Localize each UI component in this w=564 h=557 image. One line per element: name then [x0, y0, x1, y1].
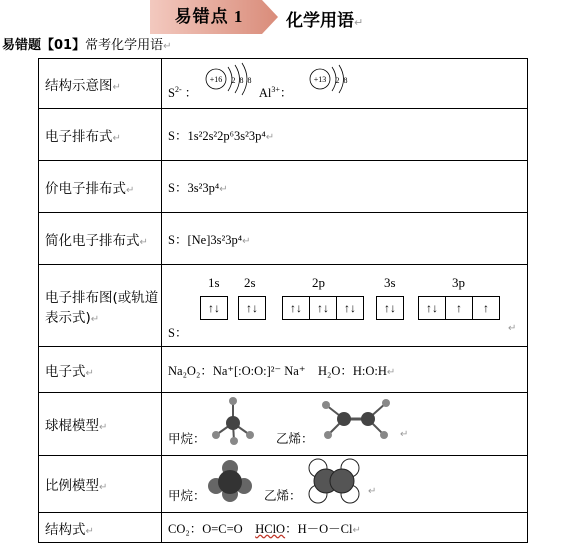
subheading-tag: 易错题【01】 — [2, 38, 86, 53]
methane-space-filling-icon — [208, 460, 252, 504]
row-label: 电子排布式↵ — [39, 109, 162, 161]
orbital-2p: ↑↓ ↑↓ ↑↓ — [282, 296, 364, 320]
row-label: 结构式↵ — [39, 513, 162, 543]
ethylene-label: 乙烯： — [276, 431, 314, 446]
table-row — [39, 213, 528, 265]
s-shells: 2 8 8 — [231, 76, 253, 85]
ethylene-space-filling-icon — [306, 458, 362, 506]
space-filling-cell: 甲烷： 乙烯： ↵ — [162, 456, 528, 513]
orbital-label: 3p — [452, 275, 465, 290]
page-title: 化学用语↵ — [286, 11, 364, 31]
section-subheading — [2, 34, 172, 53]
orbital-label: 2p — [312, 275, 325, 290]
orbital-label: 2s — [244, 275, 256, 290]
methane-label: 甲烷： — [168, 489, 206, 503]
table-row — [39, 347, 528, 393]
table-row — [39, 456, 528, 513]
simplified-config-value: S：[Ne]3s²3p⁴↵ — [162, 213, 528, 265]
orbital-3s: ↑↓ — [376, 296, 404, 320]
table-row — [39, 59, 528, 109]
subheading-text: 常考化学用语 — [85, 38, 164, 53]
row-label: 简化电子排布式↵ — [39, 213, 162, 265]
electron-config-value: S：1s²2s²2p⁶3s²3p⁴↵ — [162, 109, 528, 161]
orbital-label: 3s — [384, 275, 396, 290]
s-ion-label: S — [168, 85, 175, 100]
chem-notation-table — [38, 58, 528, 543]
table-row — [39, 265, 528, 347]
s-nucleus: +16 — [209, 75, 223, 84]
structure-diagram-cell: +16 2 8 8 +13 2 8 $S^{2-}$ ： $Al^{3+}$： — [162, 59, 528, 109]
valence-config-value: S：3s²3p⁴↵ — [162, 161, 528, 213]
orbital-2s: ↑↓ — [238, 296, 266, 320]
al-ion-label: Al — [258, 85, 272, 100]
row-label: 球棍模型↵ — [39, 393, 162, 456]
table-row — [39, 513, 528, 543]
orbital-diagram-cell: 1s 2s 2p 3s 3p ↑↓ ↑↓ ↑↓ ↑↓ ↑↓ ↑↓ ↑↓ ↑ ↑ S： ↵ — [162, 265, 528, 347]
orbital-prefix: S： — [168, 326, 188, 340]
hclo-structure: ：H－O－Cl — [285, 521, 353, 536]
table-row — [39, 161, 528, 213]
methane-ball-stick-icon — [208, 395, 258, 447]
ethylene-label: 乙烯： — [264, 488, 302, 503]
al-nucleus: +13 — [313, 75, 327, 84]
ethylene-ball-stick-icon — [316, 397, 396, 441]
orbital-3p: ↑↓ ↑ ↑ — [418, 296, 500, 320]
row-label: 电子排布图(或轨道表示式)↵ — [39, 265, 162, 347]
row-label: 结构示意图↵ — [39, 59, 162, 109]
row-label: 价电子排布式↵ — [39, 161, 162, 213]
row-label: 比例模型↵ — [39, 456, 162, 513]
orbital-label: 1s — [208, 275, 220, 290]
al-shells: 2 8 — [335, 76, 349, 85]
banner-badge: 易错点 1 — [174, 7, 244, 26]
row-label: 电子式↵ — [39, 347, 162, 393]
return-mark: ↵ — [163, 41, 172, 52]
na2o2-formula: Na₂O₂：Na⁺[:O:O:]²⁻ Na⁺ — [168, 363, 306, 378]
table-row — [39, 393, 528, 456]
electron-dot-cell: Na₂O₂：Na⁺[:O:O:]²⁻ Na⁺ H₂O：H:O:H↵ — [162, 347, 528, 393]
hclo-name: HClO — [255, 521, 286, 536]
co2-structure: CO₂：O=C=O — [168, 521, 243, 536]
return-mark: ↵ — [354, 16, 364, 29]
methane-label: 甲烷： — [168, 432, 206, 446]
table-row — [39, 109, 528, 161]
structural-formula-cell: CO₂：O=C=O HClO：H－O－Cl↵ — [162, 513, 528, 543]
orbital-1s: ↑↓ — [200, 296, 228, 320]
ball-stick-cell: 甲烷： 乙烯： ↵ — [162, 393, 528, 456]
h2o-formula: H₂O：H:O:H — [317, 363, 387, 378]
